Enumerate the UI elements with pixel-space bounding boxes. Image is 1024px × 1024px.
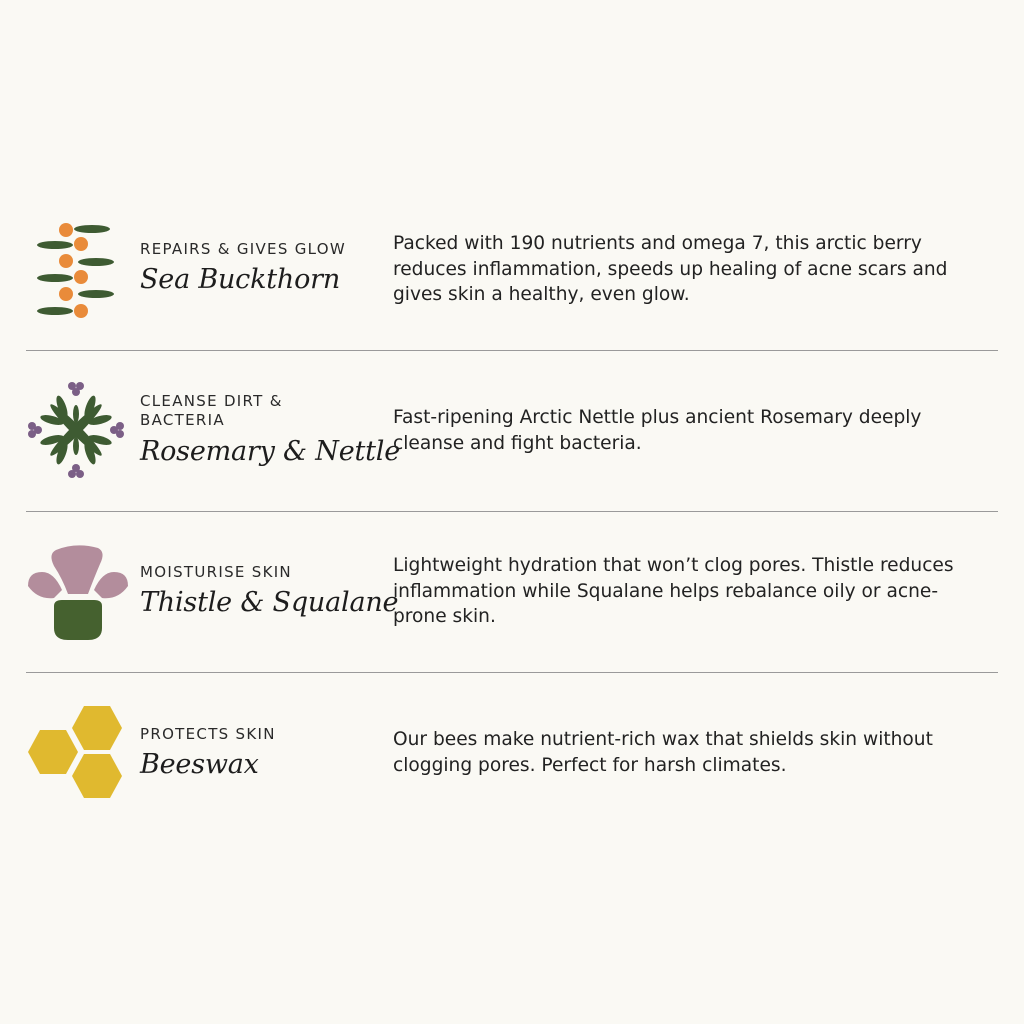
ingredient-description: Fast-ripening Arctic Nettle plus ancient Rosemary deeply cleanse and fight bacteria. [393,407,922,454]
sea-buckthorn-icon [26,218,130,322]
ingredient-name: Rosemary & Nettle [140,436,400,467]
rosemary-nettle-icon [26,380,130,484]
ingredient-tag: CLEANSE DIRT & BACTERIA [140,392,283,429]
divider [26,672,998,673]
ingredient-tag: REPAIRS & GIVES GLOW [140,240,347,258]
ingredient-tag: PROTECTS SKIN [140,725,276,743]
ingredient-name: Beeswax [140,749,259,780]
ingredient-description: Our bees make nutrient-rich wax that shields skin without clogging pores. Perfect for harsh climates. [393,729,933,776]
ingredient-tag: MOISTURISE SKIN [140,563,292,581]
divider [26,350,998,351]
ingredient-row-thistle-squalane [26,530,998,660]
honeycomb-icon [26,704,130,808]
ingredient-description: Packed with 190 nutrients and omega 7, this arctic berry reduces inflammation, speeds up healing of acne scars and gives skin a healthy, even glow. [393,233,948,305]
ingredient-row-beeswax [26,692,998,822]
ingredient-row-sea-buckthorn [26,210,998,330]
ingredient-name: Sea Buckthorn [140,264,341,295]
ingredient-description: Lightweight hydration that won’t clog pores. Thistle reduces inflammation while Squalane helps rebalance oily or acne-prone skin. [393,555,954,627]
divider [26,511,998,512]
thistle-icon [26,542,130,646]
ingredient-row-rosemary-nettle [26,370,998,500]
ingredient-name: Thistle & Squalane [140,587,399,618]
